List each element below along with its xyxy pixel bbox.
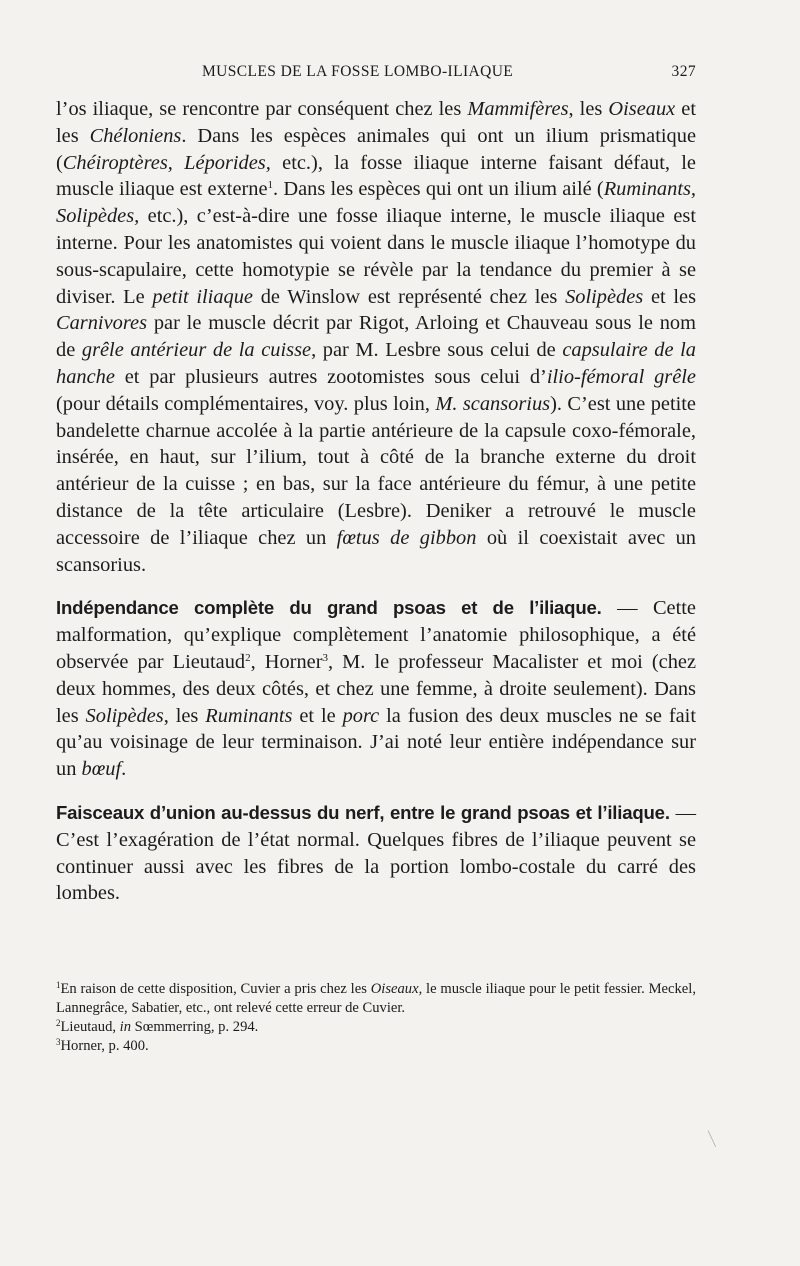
text-run: — C’est l’exagération de l’état normal. Quelques fibres de l’iliaque peuvent se continuer aussi avec les fibres de la portion lombo-costale du carré des lombes. xyxy=(56,801,696,905)
text-run: où il coexistait avec un scansorius. xyxy=(56,526,696,576)
italic-text: petit iliaque xyxy=(152,285,253,308)
text-run: . Dans les espèces qui ont un ilium ailé ( xyxy=(273,178,604,201)
text-run: , les xyxy=(568,98,609,120)
text-run: etc.), la fosse iliaque interne faisant défaut, le muscle iliaque est externe xyxy=(56,151,696,201)
italic-text: Ruminants, Solipèdes, xyxy=(56,178,697,228)
italic-text: M. scansorius xyxy=(435,392,551,415)
text-run: et par plusieurs autres zootomistes sous celui d’ xyxy=(114,365,547,388)
text-run: la fusion des deux muscles ne se fait qu’au voisinage de leur terminaison. J’ai noté leur entière indépendance sur un xyxy=(56,704,696,781)
text-run: ). C’est une petite bandelette charnue accolée à la partie antérieure de la capsule coxo-fémorale, insérée, en haut, sur l’ilium, tout à côté de la branche externe du droit antérieur de la cuisse ; en bas, sur la face antérieure du fémur, à une petite distance de la tête articulaire (Lesbre). Deniker a retrouvé le muscle accessoire de l’iliaque chez un xyxy=(56,392,696,549)
text-run: , les xyxy=(163,704,206,727)
italic-text: in xyxy=(119,1019,132,1035)
text-run: etc.), c’est-à-dire une fosse iliaque interne, le muscle iliaque est interne. Pour les anatomistes qui voient dans le muscle iliaque l’homotype du sous-scapulaire, cette homotypie se révèle par la tendance du premier à se diviser. Le xyxy=(56,205,696,308)
italic-text: Oiseaux xyxy=(370,981,419,997)
footnote-1 xyxy=(56,980,696,1018)
footnote-ref: 1 xyxy=(267,179,274,192)
text-run: de Winslow est représenté chez les xyxy=(253,285,566,308)
paragraph-union-bundles xyxy=(56,800,696,907)
footnote-ref: 2 xyxy=(245,651,251,664)
paragraph-independence xyxy=(56,595,696,783)
footnotes xyxy=(56,980,696,1056)
footnote-number: 1 xyxy=(56,980,61,990)
text-run: et le xyxy=(292,704,343,727)
text-run: Lieutaud, xyxy=(60,1019,120,1035)
text-run: Sœmmerring, p. 294. xyxy=(131,1019,259,1035)
footnote-3 xyxy=(56,1037,696,1056)
italic-text: Ruminants xyxy=(205,704,293,727)
book-page xyxy=(56,0,696,1266)
footnote-2 xyxy=(56,1018,696,1037)
text-run: , Horner xyxy=(250,650,323,673)
text-run: , par M. Lesbre sous celui de xyxy=(311,339,563,362)
text-run: par le muscle décrit par Rigot, Arloing et Chauveau sous le nom de xyxy=(56,312,696,362)
text-run: . xyxy=(121,758,127,781)
section-heading: Faisceaux d’union au-dessus du nerf, entre le grand psoas et l’iliaque. xyxy=(56,801,670,823)
italic-text: ilio-fémoral grêle xyxy=(546,365,696,388)
text-run: , le muscle iliaque pour le petit fessier. Meckel, Lannegrâce, Sabatier, etc., ont relevé cette erreur de Cuvier. xyxy=(56,981,696,1016)
italic-text: fœtus de gibbon xyxy=(336,526,477,549)
italic-text: bœuf xyxy=(81,758,122,781)
paragraph-iliac-comparative xyxy=(56,96,696,578)
italic-text: Chéiroptères, Léporides, xyxy=(62,151,271,174)
footnote-ref: 3 xyxy=(322,651,328,664)
italic-text: Solipèdes xyxy=(85,704,164,727)
text-run: , M. le professeur Macalister et moi (chez deux hommes, des deux côtés, et chez une femme, à droite seulement). Dans les xyxy=(56,650,696,727)
running-header xyxy=(56,63,696,87)
italic-text: Solipèdes xyxy=(565,285,644,308)
paper-mark xyxy=(708,1127,724,1147)
italic-text: Chéloniens xyxy=(89,124,182,147)
text-run: — Cette malformation, qu’explique complètement l’anatomie philosophique, a été observée par Lieutaud xyxy=(56,597,696,673)
italic-text: Mammifères xyxy=(467,98,569,120)
page-number: 327 xyxy=(671,63,696,80)
italic-text: grêle antérieur de la cuisse xyxy=(81,339,312,362)
footnote-number: 2 xyxy=(56,1018,61,1028)
text-run: l’os iliaque, se rencontre par conséquent chez les xyxy=(56,98,468,120)
text-run: En raison de cette disposition, Cuvier a pris chez les xyxy=(60,981,371,997)
text-run: et les xyxy=(643,285,697,308)
main-text xyxy=(56,96,696,907)
section-heading: Indépendance complète du grand psoas et de l’iliaque. xyxy=(56,597,602,619)
italic-text: porc xyxy=(342,704,380,727)
running-title: MUSCLES DE LA FOSSE LOMBO-ILIAQUE xyxy=(202,63,514,80)
footnote-number: 3 xyxy=(56,1037,61,1047)
italic-text: capsulaire de la hanche xyxy=(56,339,697,388)
text-run: Horner, p. 400. xyxy=(60,1038,149,1054)
italic-text: Carnivores xyxy=(56,312,148,335)
text-run: et les xyxy=(56,98,696,147)
text-run: (pour détails complémentaires, voy. plus loin, xyxy=(56,392,436,415)
text-run: . Dans les espèces animales qui ont un ilium prismatique ( xyxy=(56,124,696,174)
italic-text: Oiseaux xyxy=(608,98,676,120)
